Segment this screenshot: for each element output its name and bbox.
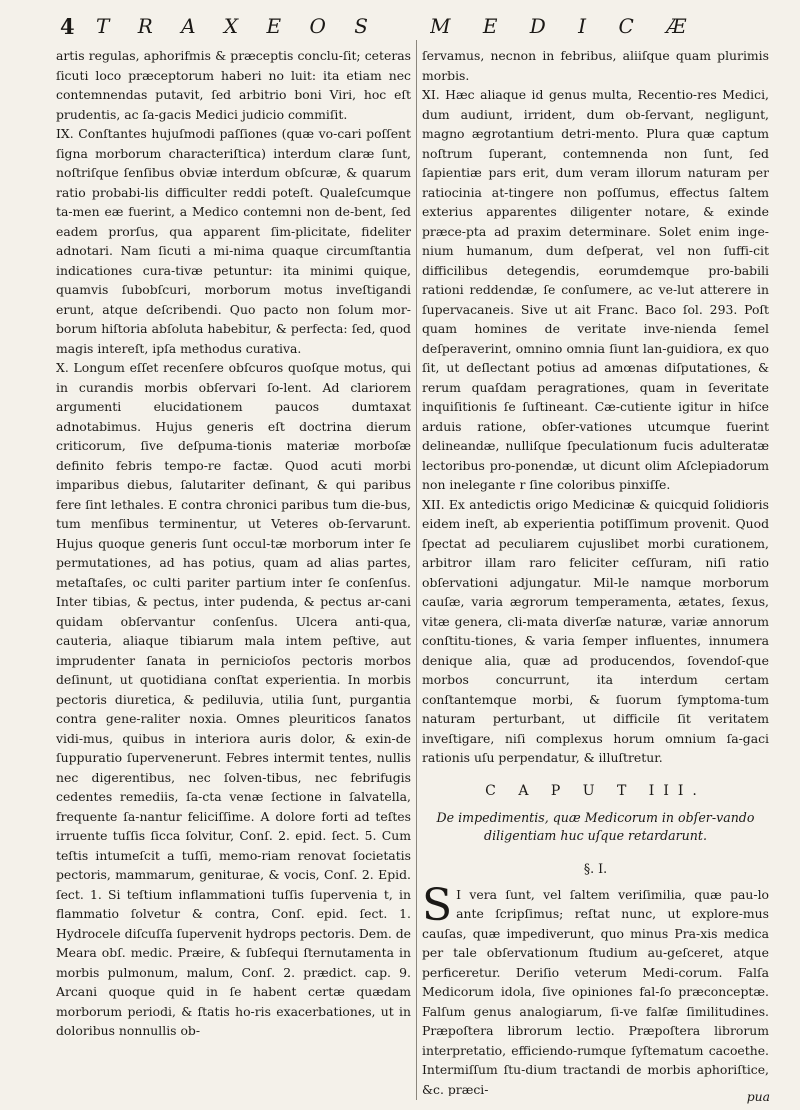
catchword: pua: [746, 1089, 770, 1104]
chapter-subtitle: De impedimentis, quæ Medicorum in obſer-vando diligentiam huc uſque retardarunt.: [436, 810, 755, 843]
paragraph-x-end: ſervamus, necnon in febribus, aliiſque quam plurimis morbis.: [422, 48, 769, 83]
drop-cap: S: [422, 879, 453, 931]
paragraph-ix: IX. Conſtantes hujuſmodi paſſiones (quæ vo-cari poſſent ſigna morborum characteriſtica) interdum claræ ſunt, noſtriſque ſenſibus obviæ interdum obſcuræ, & quarum ratio probabi-lis difficulter reddi poteſt. Qualeſcumque ta-men eæ fuerint, a Medico contemni non de-bent, ſed eadem prorſus, qua apparent ſim-plicitate, fideliter adnotari. Nam ſicuti a mi-nima quaque circumſtantia indicationes cura-tivæ petuntur: ita minimi quique, quamvis ſubobſcuri, morborum motus inveſtigandi erunt, atque deſcribendi. Quo pacto non ſolum mor-borum hiſtoria abſoluta habebitur, & perfecta: ſed, quod magis intereſt, ipſa methodus curativa.: [56, 126, 411, 356]
paragraph-x: X. Longum eſſet recenſere obſcuros quoſque motus, qui in curandis morbis obſervari ſo-lent. Ad clariorem argumenti elucidationem paucos dumtaxat adnotabimus. Hujus generis eſt doctrina dierum criticorum, ſive deſpuma-tionis materiæ morboſæ definito febris tempo-re factæ. Quod acuti morbi imparibus diebus, ſalutariter deſinant, & qui paribus fere ſint lethales. E contra chronici paribus tum die-bus, tum menſibus terminentur, ut Veteres ob-ſervarunt. Hujus quoque generis ſunt occul-tæ morborum inter ſe permutationes, ad has potius, quam ad alias partes, metaſtaſes, oc culti pariter partium inter ſe conſenſus. Inter tibias, & pectus, inter pudenda, & pectus ar-cani quidam obſervantur conſenſus. Ulcera anti-qua, cauteria, aliaque tibiarum mala intem peſtive, aut imprudenter ſanata in pernicioſos pectoris morbos deſinunt, ut quotidiana conſtat experientia. In morbis pectoris diuretica, & pediluvia, utilia ſunt, purgantia contra gene-raliter noxia. Omnes pleuriticos ſanatos vidi-mus, quibus in interiora auris dolor, & exin-de ſuppuratio ſupervenerunt. Febres intermit tentes, nullis nec digerentibus, nec ſolven-tibus, nec febrifugis cedentes remediis, ſa-cta venæ ſectione in ſalvatella, frequente ſa-nantur feliciſſime. A dolore forti ad teſtes irruente tuſſis ſicca ſolvitur, Conſ. 2. epid. ſect. 5. Cum teſtis intumeſcit a tuſſi, memo-riam renovat ſocietatis pectoris, mammarum, geniturae, & vocis, Conſ. 2. Epid. ſect. 1. Si teſtium inflammationi tuſſis ſupervenia t, in flammatio ſolvetur & contra, Conſ. epid. ſect. 1. Hydrocele diſcuſſa ſupervenit hydrops pectoris. Dem. de Meara obſ. medic. Præire, & ſubſequi ſternutamenta in morbis pulmonum, malum, Conſ. 2. prædict. cap. 9. Arcani quoque quid in ſe habent certæ quædam morborum periodi, & ſtatis ho-ris exacerbationes, ut in doloribus nonnullis ob-: [56, 360, 411, 1038]
section-mark: §. I.: [583, 861, 608, 876]
right-column: [422, 46, 769, 1096]
paragraph-viii-end: artis regulas, aphorifmis & præceptis conclu-ſit; ceteras ſicuti loco præceptorum haberi no luit: ita etiam nec contemnendas putavit, ſed arbitrio boni Viri, hoc eſt prudentis, ac ſa-gacis Medici judicio commiſit.: [56, 48, 411, 122]
running-head: [0, 0, 800, 46]
chapter-heading: C A P U T III.: [485, 782, 706, 799]
column-divider: [416, 40, 417, 1100]
paragraph-xi: XI. Hæc aliaque id genus multa, Recentio-res Medici, dum audiunt, irrident, dum ob-ſervant, negligunt, magno ægrotantium detri-mento. Plura quæ captum noſtrum ſuperant, contemnenda non ſunt, ſed ſapientiæ pars erit, dum veram illorum naturam per ratiocinia at-tingere non poſſumus, effectus ſaltem exterius apparentes diligenter notare, & exinde præce-pta ad praxim determinare. Solet enim inge-nium humanum, dum deſperat, vel non ſuffi-cit difficilibus detegendis, eorumdemque pro-babili rationi reddendæ, ſe conſumere, ac ve-lut atterere in ſupervacaneis. Sive ut ait Franc. Baco ſol. 293. Poſt quam homines de veritate inve-nienda ſemel deſperaverint, omnino omnia ſiunt lan-guidiora, ex quo ſit, ut deſlectant potius ad amœnas diſputationes, & rerum quaſdam peragrationes, quam in ſeveritate inquiſitionis ſe ſuſtineant. Cæ-cutiente igitur in hiſce arduis ratione, obſer-vationes utcumque fuerint delineandæ, nulliſque ſpeculationum fucis adulteratæ lectoribus pro-ponendæ, ut dicunt olim Aſclepiadorum non inelegante r ſine coloribus pinxiſſe.: [422, 87, 769, 492]
running-head-right: M E D I C Æ: [430, 14, 700, 38]
paragraph-xii: XII. Ex antedictis origo Medicinæ & quicquid ſolidioris eidem ineſt, ab experientia potiſſimum provenit. Quod ſpectat ad peculiarem cujuslibet morbi curationem, arbitror illam raro feliciter ceſſuram, niſi ratio obſervationi adjungatur. Mil-le namque morborum cauſæ, varia ægrorum temperamenta, ætates, ſexus, vitæ genera, cli-mata diverſæ naturæ, variæ annorum conſtitu-tiones, & varia ſemper influentes, innumera denique alia, quæ ad producendos, ſovendoſ-que morbos concurrunt, ita interdum certam conſtantemque morbi, & ſuorum ſymptoma-tum naturam perturbant, ut difficile ſit veritatem inveſtigare, niſi complexus horum omnium ſa-gaci rationis uſu perpendatur, & illuſtretur.: [422, 496, 769, 765]
left-column: [56, 46, 411, 1096]
running-head-left: T R A X E O S: [96, 14, 379, 38]
chapter-first-paragraph: [422, 879, 769, 1097]
page-number: 4: [60, 14, 75, 39]
chapter-text: I vera ſunt, vel ſaltem veriſimilia, quæ pau-lo ante ſcripſimus; reſtat nunc, ut explore-mus cauſas, quæ impediverunt, quo minus Pra-xis medica per tale obſervationum ſtudium au-geſceret, atque perficeretur. Deriſio veterum Medi-corum. Falſa Medicorum idola, ſive opiniones fal-ſo præconceptæ. Falſum genus analogiarum, ſi-ve falſæ ſimilitudines. Præpoſtera librorum lectio. Præpoſtera librorum interpretatio, efficiendo-rumque ſyſtematum cacoethe. Intermiſſum ſtu-dium tractandi de morbis aphoriſtice, &c. præci-: [422, 886, 769, 1096]
